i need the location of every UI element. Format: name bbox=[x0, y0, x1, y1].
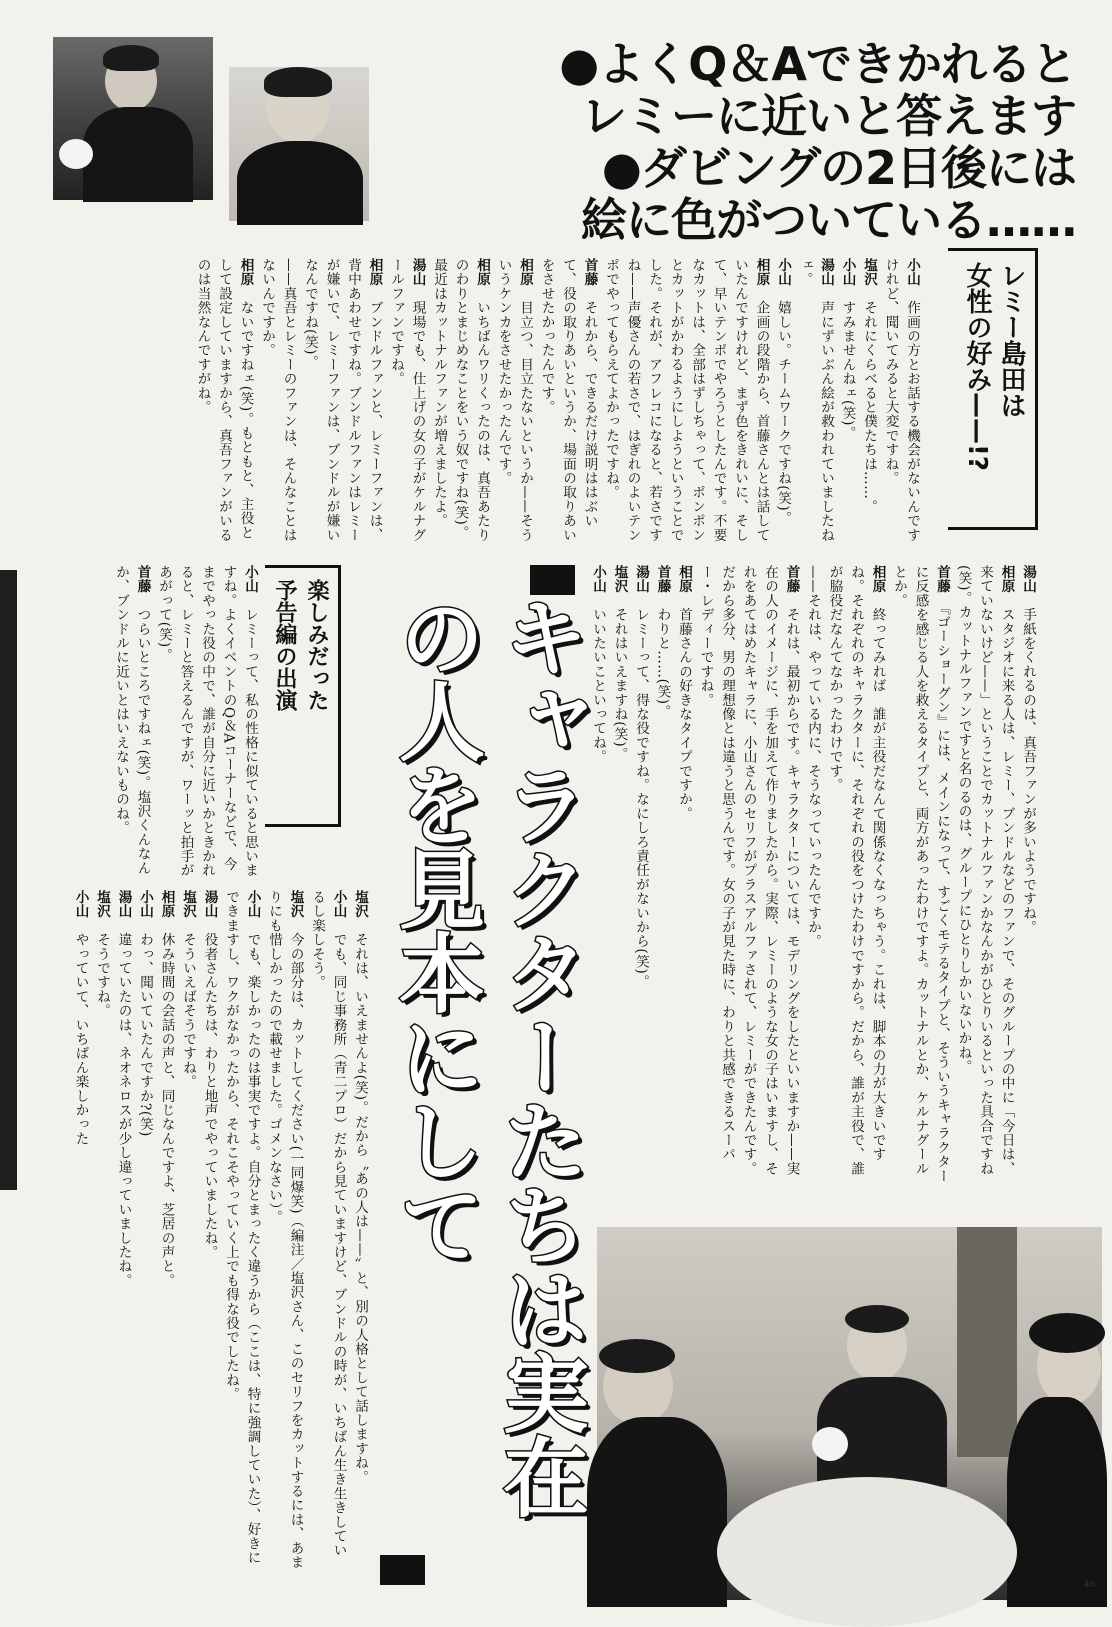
speaker-name: 小山 bbox=[330, 890, 347, 933]
dialogue-text: それはいえますね(笑)。 bbox=[611, 607, 628, 762]
speaker-name: 首藤 bbox=[581, 258, 598, 301]
dialogue-line bbox=[349, 890, 371, 1570]
dialogue-text: 企画の段階から、首藤さんとは話していたんですけれど、まず色をきれいに、そして、早いテンポでやろうとしたんです。不要なカットは、全部はずしちゃって、ポンポンとカットがかわるようにしようということでした。それが、アフレコになると、若さですね——声優さんの若さで、はぎれのよいテンポでやってもらえてよかったですね。 bbox=[603, 258, 770, 543]
dialogue-text: そういえばそうですね。 bbox=[180, 932, 196, 1089]
photo-group-dinner bbox=[597, 1227, 1102, 1600]
dialogue-line bbox=[91, 890, 113, 1570]
headline-line-4: 絵に色がついている…… bbox=[581, 193, 1076, 247]
dialogue-line bbox=[823, 565, 888, 1185]
section-title-1-line-1: レミー島田は bbox=[996, 262, 1026, 418]
speaker-name: 相原 bbox=[676, 565, 692, 608]
dialogue-text: 目立つ、目立たないというか——そういうケンカをさせたかったんです。 bbox=[495, 258, 533, 542]
headline-line-2: レミーに近いと答えます bbox=[581, 89, 1076, 143]
dialogue-text: 違っていたのは、ネオネロスが少し違っていましたね。 bbox=[115, 932, 132, 1288]
section-title-1-line-2: 女性の好み——!? bbox=[962, 262, 992, 471]
speaker-name: 首藤 bbox=[654, 565, 671, 608]
dialogue-text: それは、最初からです。キャラクターについては、モデリングをしたといいますか——実在の人のイメージに、手を加えて作りましたから。実際、レミーのような女の子はいますし、それをあてはめたキャラに、小山さんのセリフがプラスアルファされて、レミーができたんです。だから多分、男の理想像とは違うと思うんです。女の子が見た時に、わりと共感できるスーパー・レディーですね。 bbox=[697, 565, 800, 1176]
speaker-name: 湯山 bbox=[818, 258, 834, 301]
speaker-name: 塩沢 bbox=[287, 890, 304, 933]
speaker-name: 相原 bbox=[753, 258, 770, 301]
dialogue-line bbox=[651, 565, 673, 1185]
dialogue-line bbox=[263, 890, 306, 1570]
dialogue-line bbox=[112, 890, 134, 1570]
dialogue-text: わりと……(笑)。 bbox=[654, 607, 671, 719]
dialogue-line bbox=[858, 258, 880, 546]
photo-man-turtleneck bbox=[229, 67, 369, 221]
dialogue-line bbox=[306, 890, 349, 1570]
dialogue-text: スタジオに来る人は、レミー、ブンドルなどのファンで、そのグループの中に「今日は、来ていないけど——」ということでカットナルファンかなんかがひとりいるといった具合ですね(笑)。カットナルファンですと名のるのは、グループにひとりしかいないかね。 bbox=[955, 565, 1015, 1176]
speaker-name: 相原 bbox=[998, 565, 1015, 608]
page-number: 46 bbox=[1084, 1580, 1096, 1590]
text-column-middle bbox=[590, 565, 1038, 1185]
dialogue-text: いいたいこといってね。 bbox=[590, 607, 606, 764]
speaker-name: 相原 bbox=[517, 258, 533, 301]
dialogue-text: レミーって、得な役ですね。なにしろ責任がないから(笑)。 bbox=[633, 607, 649, 989]
dialogue-text: わっ、聞いていたんですか?(笑) bbox=[137, 932, 153, 1137]
speaker-name: 塩沢 bbox=[611, 565, 628, 608]
dialogue-text: 『ゴーショーグン』には、メインになって、すごくモテるタイプと、そういうキャラクターに反感を感じる人を救えるタイプと、両方があったわけですよ。カットナルとか、ケルナグールとか。 bbox=[891, 565, 950, 1184]
speaker-name: 小山 bbox=[590, 565, 606, 608]
speaker-name: 小山 bbox=[244, 890, 261, 933]
dialogue-text: 声にずいぶん絵が救われていましたねェ。 bbox=[796, 258, 834, 543]
photo-edge-strip bbox=[0, 570, 17, 1190]
text-column-lower-left bbox=[20, 565, 260, 885]
speaker-name: 相原 bbox=[869, 565, 886, 608]
dialogue-line bbox=[793, 258, 836, 546]
dialogue-text: やっていて、いちばん楽しかった bbox=[72, 932, 89, 1146]
speaker-name: 湯山 bbox=[201, 890, 218, 933]
dialogue-line bbox=[879, 258, 922, 546]
speaker-name: 塩沢 bbox=[861, 258, 877, 301]
big-title-band bbox=[380, 565, 590, 1585]
photo-man-glasses-flower bbox=[53, 37, 213, 200]
dialogue-text: それにくらべると僕たちは……。 bbox=[861, 300, 877, 514]
dialogue-text: ブンドルファンと、レミーファンは、背中あわせですね。ブンドルファンはレミーが嫌いで、レミーファンは、ブンドルが嫌いなんですね(笑)。 bbox=[302, 258, 383, 543]
dialogue-line bbox=[69, 890, 91, 1570]
dialogue-line bbox=[888, 565, 953, 1185]
dialogue-line bbox=[535, 258, 600, 546]
speaker-name: 相原 bbox=[237, 258, 254, 301]
dialogue-line bbox=[772, 258, 794, 546]
speaker-name: 小山 bbox=[775, 258, 791, 301]
speaker-name: 湯山 bbox=[1020, 565, 1036, 608]
dialogue-line bbox=[836, 258, 858, 546]
big-title: キャラクターたちは実在の人を見本にして bbox=[384, 593, 588, 1517]
dialogue-text: でも、同じ事務所（青二プロ）だから見ていますけど、ブンドルの時が、いちばん生き生きしているし楽しそう。 bbox=[309, 890, 347, 1558]
dialogue-text: 休み時間の会話の声と、同じなんですよ、芝居の声と。 bbox=[158, 932, 175, 1288]
speaker-name: 塩沢 bbox=[180, 890, 196, 933]
speaker-name: 小山 bbox=[242, 565, 258, 608]
speaker-name: 相原 bbox=[366, 258, 383, 301]
speaker-name: 小山 bbox=[904, 258, 920, 301]
dialogue-text: ——真吾とレミーのファンは、そんなことはないんですか。 bbox=[259, 258, 297, 542]
speaker-name: 塩沢 bbox=[94, 890, 110, 933]
dialogue-line bbox=[385, 258, 428, 546]
dialogue-line bbox=[492, 258, 535, 546]
dialogue-line bbox=[153, 565, 261, 885]
dialogue-line bbox=[155, 890, 177, 1570]
speaker-name: 小山 bbox=[137, 890, 153, 933]
dialogue-line bbox=[198, 890, 220, 1570]
section-title-1 bbox=[948, 248, 1038, 530]
dialogue-text: いちばんワリくったのは、真吾あたりのわりとまじめなことをいう奴ですね(笑)。最近はカットナルファンが増えましたよ。 bbox=[431, 258, 490, 543]
dialogue-text: ——それは、やっている内に、そうなっていったんですか。 bbox=[805, 565, 821, 949]
dialogue-line bbox=[952, 565, 1017, 1185]
text-column-lower-left-2 bbox=[20, 890, 370, 1570]
dialogue-line bbox=[608, 565, 630, 1185]
dialogue-line bbox=[134, 890, 156, 1570]
dialogue-text: でも、楽しかったのは事実ですよ。自分とまったく違うから（ここは、特に強調していた）、好きにできますし、ワクがなかったから、それこそやっていく上でも得な役でしたね。 bbox=[223, 890, 261, 1565]
speaker-name: 相原 bbox=[474, 258, 490, 301]
dialogue-text: つらいところですねェ(笑)。塩沢くんなんか、ブンドルに近いとはいえないものね。 bbox=[113, 565, 151, 876]
speaker-name: 相原 bbox=[158, 890, 175, 933]
dialogue-line bbox=[630, 565, 652, 1185]
dialogue-text: 作画の方とお話する機会がないんですけれど、聞いてみると大変ですね。 bbox=[882, 258, 920, 543]
text-column-top bbox=[52, 258, 922, 546]
speaker-name: 湯山 bbox=[633, 565, 649, 608]
speaker-name: 小山 bbox=[72, 890, 89, 933]
speaker-name: 首藤 bbox=[783, 565, 800, 608]
dialogue-line bbox=[694, 565, 802, 1185]
dialogue-text: 嬉しい。チームワークですね(笑)。 bbox=[775, 300, 791, 526]
dialogue-text: 終ってみれば 誰が主役だなんて関係なくなっちゃう。これは、脚本の力が大きいですね。それぞれのキャラクターに、それぞれの役をつけたわけですから。だから、誰が主役で、誰が脇役だなんてなかったわけです。 bbox=[826, 565, 886, 1176]
section-title-2 bbox=[265, 565, 341, 827]
dialogue-text: ないですねェ(笑)。もともと、主役として設定していますから、真吾ファンがいるのは当然なんですがね。 bbox=[194, 258, 254, 542]
dialogue-line bbox=[600, 258, 772, 546]
dialogue-text: それから、できるだけ説明ははぶいて、役の取りあいというか、場面の取りあいをさせたかったんです。 bbox=[538, 258, 598, 542]
headline-line-1: ●よくQ＆Aできかれると bbox=[559, 37, 1076, 91]
dialogue-line bbox=[220, 890, 263, 1570]
dialogue-line bbox=[299, 258, 385, 546]
dialogue-text: レミーって、私の性格に似ていると思いますね。よくイベントのQ＆Aコーナーなどで、今までやった役の中で、誰が自分に近いかときかれると、レミーと答えるんですが、ワーッと拍手があがって(笑)。 bbox=[156, 565, 258, 878]
dialogue-text: そうですね。 bbox=[94, 932, 110, 1018]
dialogue-text: 首藤さんの好きなタイプですか。 bbox=[676, 607, 692, 821]
speaker-name: 湯山 bbox=[409, 258, 426, 301]
dialogue-text: それは、いえませんよ(笑)。だから〝あの人は——〟と、別の人格として話しますね。 bbox=[352, 932, 368, 1485]
speaker-name: 塩沢 bbox=[352, 890, 368, 933]
speaker-name: 小山 bbox=[839, 258, 856, 301]
dialogue-line bbox=[110, 565, 153, 885]
dialogue-line bbox=[1017, 565, 1039, 1185]
dialogue-text: 手紙をくれるのは、真吾ファンが多いようですね。 bbox=[1020, 607, 1036, 935]
dialogue-line bbox=[177, 890, 199, 1570]
dialogue-text: 今の部分は、カットしてください(一同爆笑)（編注／塩沢さん、このセリフをカットするには、あまりにも惜しかったので載せました。ゴメンなさい）。 bbox=[266, 890, 304, 1570]
dialogue-line bbox=[256, 258, 299, 546]
dialogue-line bbox=[191, 258, 256, 546]
speaker-name: 首藤 bbox=[934, 565, 950, 608]
dialogue-text: すみませんねェ(笑)。 bbox=[839, 300, 856, 441]
section-title-2-line-2: 予告編の出演 bbox=[272, 579, 297, 711]
speaker-name: 首藤 bbox=[134, 565, 151, 608]
dialogue-line bbox=[802, 565, 824, 1185]
headline-line-3: ●ダビングの2日後には bbox=[601, 141, 1076, 195]
dialogue-text: 現場でも、仕上げの女の子がケルナグールファンですね。 bbox=[388, 258, 426, 543]
dialogue-line bbox=[428, 258, 493, 546]
speaker-name: 湯山 bbox=[115, 890, 132, 933]
dialogue-line bbox=[587, 565, 609, 1185]
dialogue-text: 役者さんたちは、わりと地声でやっていましたね。 bbox=[201, 932, 218, 1260]
dialogue-line bbox=[673, 565, 695, 1185]
section-title-2-line-1: 楽しみだった bbox=[304, 579, 329, 711]
